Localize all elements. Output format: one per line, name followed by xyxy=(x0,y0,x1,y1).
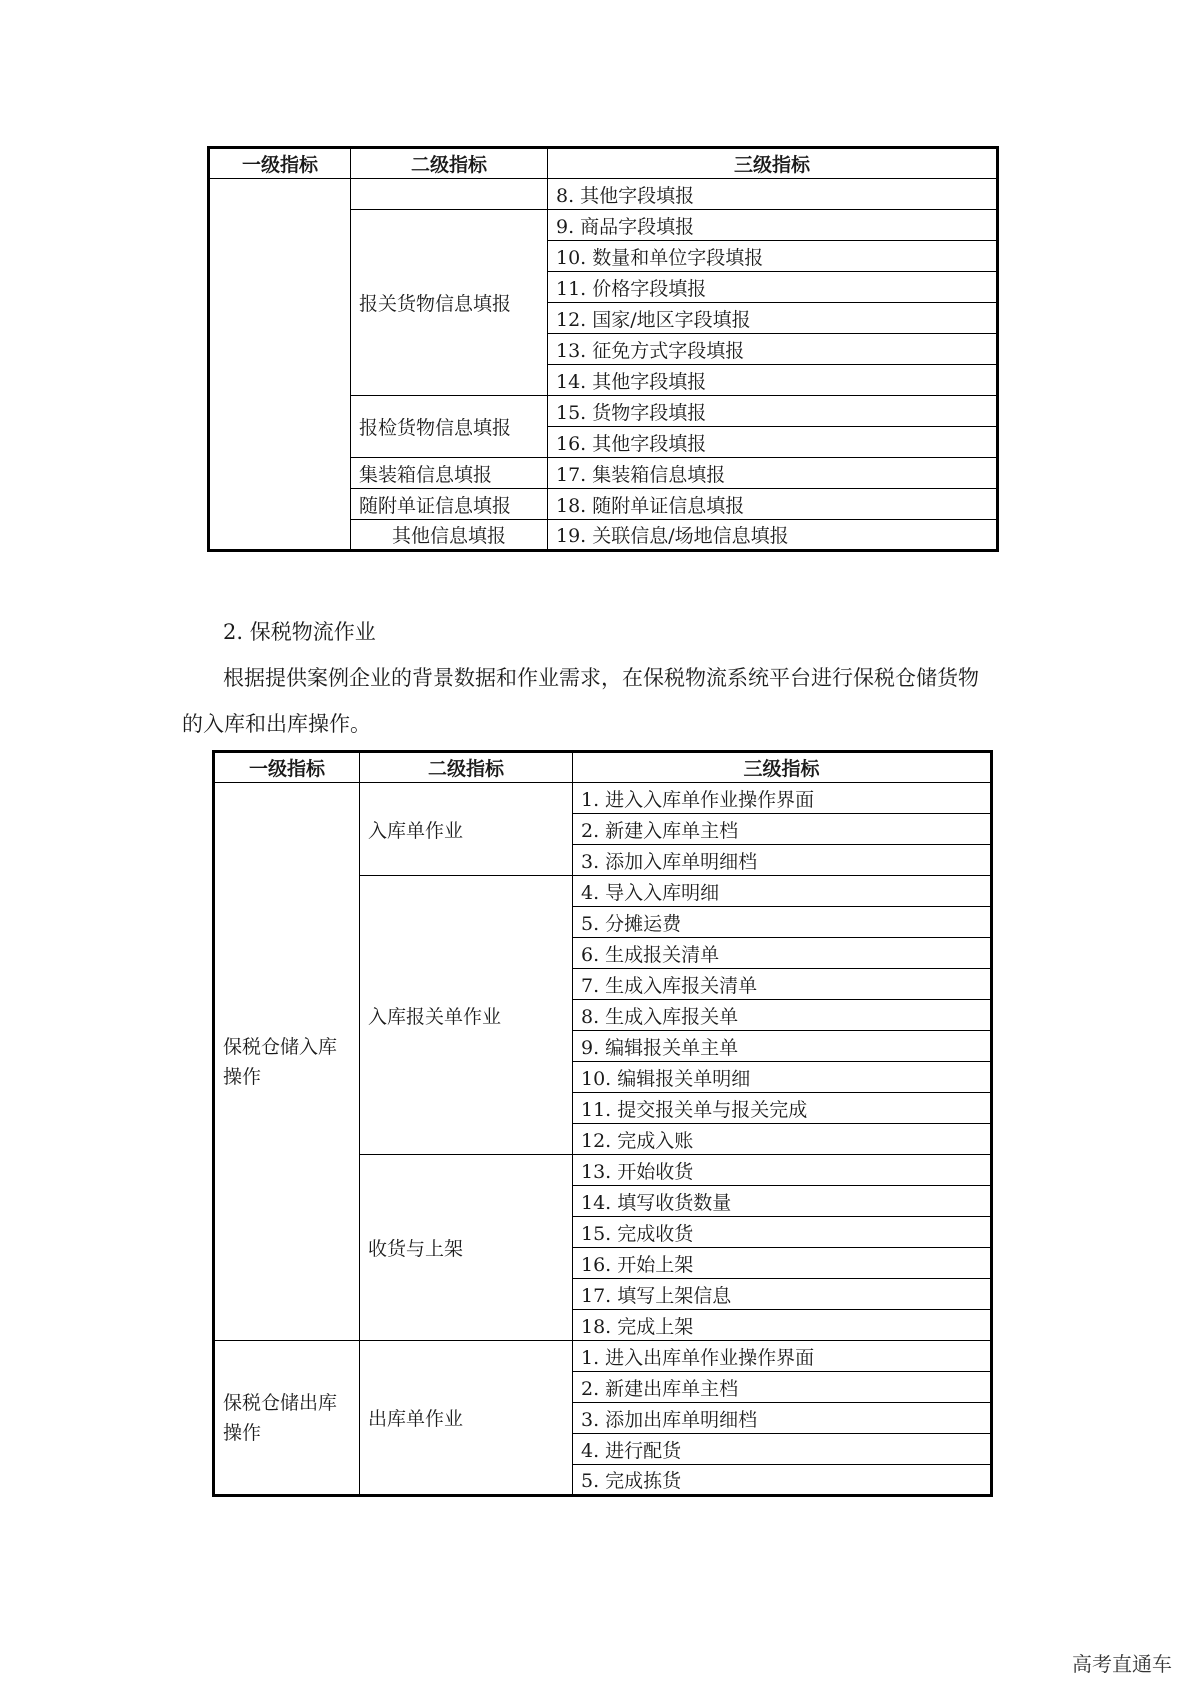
level3-cell: 11. 提交报关单与报关完成 xyxy=(573,1093,992,1124)
watermark-text: 高考直通车 xyxy=(1072,1652,1172,1676)
header-level1: 一级指标 xyxy=(214,752,360,783)
level2-cell: 入库单作业 xyxy=(360,783,573,876)
level3-cell: 10. 编辑报关单明细 xyxy=(573,1062,992,1093)
level2-cell: 入库报关单作业 xyxy=(360,876,573,1155)
table-header-row xyxy=(209,148,998,179)
level3-cell: 1. 进入出库单作业操作界面 xyxy=(573,1341,992,1372)
table-header-row xyxy=(214,752,992,783)
header-level2: 二级指标 xyxy=(351,148,548,179)
paragraph-line: 的入库和出库操作。 xyxy=(182,712,371,736)
level1-cell: 保税仓储出库操作 xyxy=(214,1341,360,1496)
level3-cell: 9. 商品字段填报 xyxy=(548,210,998,241)
level3-cell: 10. 数量和单位字段填报 xyxy=(548,241,998,272)
level3-cell: 13. 开始收货 xyxy=(573,1155,992,1186)
level3-cell: 11. 价格字段填报 xyxy=(548,272,998,303)
level2-cell: 集装箱信息填报 xyxy=(351,458,548,489)
header-level2: 二级指标 xyxy=(360,752,573,783)
level3-cell: 2. 新建出库单主档 xyxy=(573,1372,992,1403)
level3-cell: 17. 填写上架信息 xyxy=(573,1279,992,1310)
level2-cell: 收货与上架 xyxy=(360,1155,573,1341)
level3-cell: 2. 新建入库单主档 xyxy=(573,814,992,845)
table-indicators-bonded xyxy=(212,750,993,1497)
table-row xyxy=(214,783,992,814)
level3-cell: 17. 集装箱信息填报 xyxy=(548,458,998,489)
section-heading: 2. 保税物流作业 xyxy=(223,620,376,644)
level3-cell: 4. 导入入库明细 xyxy=(573,876,992,907)
level3-cell: 18. 完成上架 xyxy=(573,1310,992,1341)
level2-cell: 随附单证信息填报 xyxy=(351,489,548,520)
level3-cell: 14. 其他字段填报 xyxy=(548,365,998,396)
level3-cell: 1. 进入入库单作业操作界面 xyxy=(573,783,992,814)
level3-cell: 5. 完成拣货 xyxy=(573,1465,992,1496)
level2-cell: 报检货物信息填报 xyxy=(351,396,548,458)
level3-cell: 8. 其他字段填报 xyxy=(548,179,998,210)
level3-cell: 6. 生成报关清单 xyxy=(573,938,992,969)
level3-cell: 15. 货物字段填报 xyxy=(548,396,998,427)
level3-cell: 9. 编辑报关单主单 xyxy=(573,1031,992,1062)
level3-cell: 4. 进行配货 xyxy=(573,1434,992,1465)
level3-cell: 16. 开始上架 xyxy=(573,1248,992,1279)
level3-cell: 12. 完成入账 xyxy=(573,1124,992,1155)
level3-cell: 15. 完成收货 xyxy=(573,1217,992,1248)
level3-cell: 14. 填写收货数量 xyxy=(573,1186,992,1217)
level3-cell: 3. 添加出库单明细档 xyxy=(573,1403,992,1434)
level3-cell: 19. 关联信息/场地信息填报 xyxy=(548,520,998,551)
level3-cell: 5. 分摊运费 xyxy=(573,907,992,938)
level3-cell: 3. 添加入库单明细档 xyxy=(573,845,992,876)
table-indicators-customs xyxy=(207,146,999,552)
level3-cell: 13. 征免方式字段填报 xyxy=(548,334,998,365)
table-row xyxy=(209,179,998,210)
level3-cell: 12. 国家/地区字段填报 xyxy=(548,303,998,334)
level2-cell: 其他信息填报 xyxy=(351,520,548,551)
level2-cell: 出库单作业 xyxy=(360,1341,573,1496)
level3-cell: 18. 随附单证信息填报 xyxy=(548,489,998,520)
header-level1: 一级指标 xyxy=(209,148,351,179)
level3-cell: 7. 生成入库报关清单 xyxy=(573,969,992,1000)
header-level3: 三级指标 xyxy=(548,148,998,179)
level3-cell: 8. 生成入库报关单 xyxy=(573,1000,992,1031)
level3-cell: 16. 其他字段填报 xyxy=(548,427,998,458)
level1-cell: 保税仓储入库操作 xyxy=(214,783,360,1341)
header-level3: 三级指标 xyxy=(573,752,992,783)
level1-cell-empty xyxy=(209,179,351,551)
level2-cell-empty xyxy=(351,179,548,210)
table-row xyxy=(214,1341,992,1372)
level2-cell: 报关货物信息填报 xyxy=(351,210,548,396)
paragraph-line: 根据提供案例企业的背景数据和作业需求，在保税物流系统平台进行保税仓储货物 xyxy=(223,666,979,690)
